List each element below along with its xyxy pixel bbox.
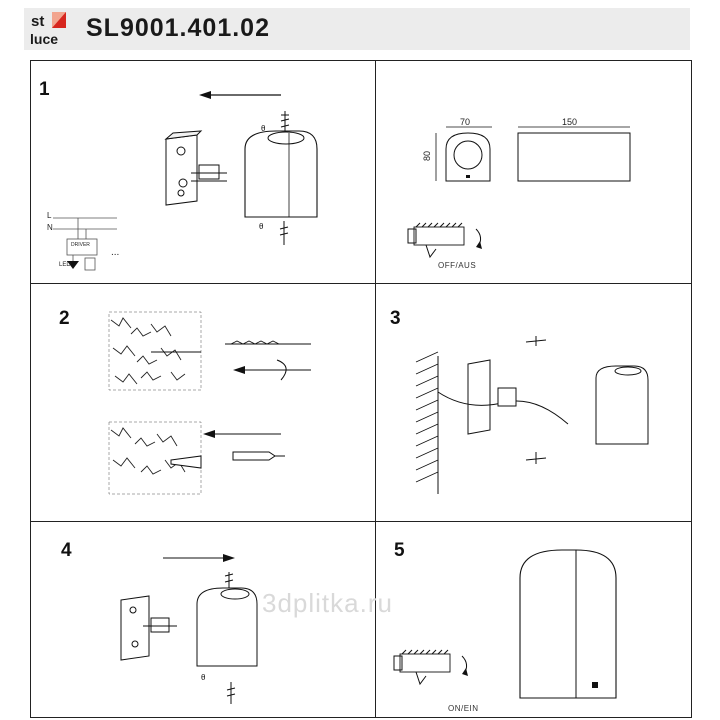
led-label: LED [59,262,71,268]
drilling-illustration [31,284,375,521]
svg-text:θ: θ [259,222,264,231]
header-bar [24,8,690,50]
product-code: SL9001.401.02 [86,14,270,42]
dim-height: 80 [422,150,433,162]
instruction-grid [30,60,692,718]
switch-off-label: OFF/AUS [438,261,477,270]
svg-text:θ: θ [201,673,206,682]
panel-step-1 [31,61,375,283]
finished-illustration [376,522,693,719]
panel-step-5 [376,522,693,719]
switch-on-label: ON/EIN [448,704,479,713]
wiring-illustration [376,284,693,521]
driver-label: DRIVER [71,242,90,248]
step-number: 4 [61,540,72,561]
step-number: 2 [59,308,70,329]
panel-dimensions [376,61,693,283]
step-number: 5 [394,540,405,561]
panel-step-2 [31,284,375,521]
logo-text-top: st [31,13,45,30]
watermark: 3dplitka.ru [262,588,393,618]
assembly-illustration [31,522,375,719]
dimensions-illustration [376,61,693,283]
panel-step-3 [376,284,693,521]
mounting-illustration [31,61,375,283]
brand-logo [29,11,69,49]
step-number: 1 [39,79,50,100]
panel-step-4 [31,522,375,719]
svg-text:θ: θ [261,124,266,133]
ellipsis-label: ... [111,247,120,258]
logo-icon [29,11,69,49]
step-number: 3 [390,308,401,329]
logo-text-bottom: luce [30,31,59,47]
wire-label-n: N [47,223,53,232]
dim-length: 150 [562,117,578,127]
wire-label-l: L [47,211,52,220]
dim-width: 70 [460,117,471,127]
